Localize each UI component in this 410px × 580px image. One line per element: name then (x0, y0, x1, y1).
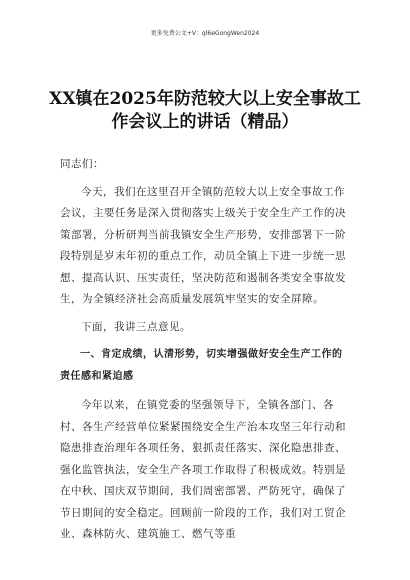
header-note: 更多免费公文+V：ql6eGongWen2024 (150, 30, 260, 37)
salutation: 同志们： (60, 158, 104, 170)
title-line-1: XX镇在2025年防范较大以上安全事故工 (49, 89, 361, 109)
paragraph-section-1: 今年以来，在镇党委的坚强领导下，全镇各部门、各村、各生产经营单位紧紧围绕安全生产治本攻坚三年行动和隐患排查治理年各项任务，狠抓责任落实、深化隐患排查、强化监管执法，安全生产各项工作取得了积极成效。特别是在中秋、国庆双节期间，我们周密部署、严防死守，确保了节日期间的安全稳定。回顾前一阶段的工作，我们对工贸企业、森林防火、建筑施工、燃气等重 (60, 399, 346, 540)
document-title (48, 88, 362, 134)
title-line-2: 作会议上的讲话（精品） (111, 112, 299, 132)
section-heading-1: 一、肯定成绩，认清形势，切实增强做好安全生产工作的责任感和紧迫感 (60, 349, 343, 382)
document-body (60, 154, 350, 546)
paragraph-intro: 下面，我讲三点意见。 (81, 320, 191, 333)
paragraph-opening: 今天，我们在这里召开全镇防范较大以上安全事故工作会议，主要任务是深入贯彻落实上级关于安全生产工作的决策部署，分析研判当前我镇安全生产形势，安排部署下一阶段特别是岁末年初的重点工作，动员全镇上下进一步统一思想、提高认识、压实责任，坚决防范和遏制各类安全事故发生，为全镇经济社会高质量发展筑牢坚实的安全屏障。 (60, 185, 346, 305)
